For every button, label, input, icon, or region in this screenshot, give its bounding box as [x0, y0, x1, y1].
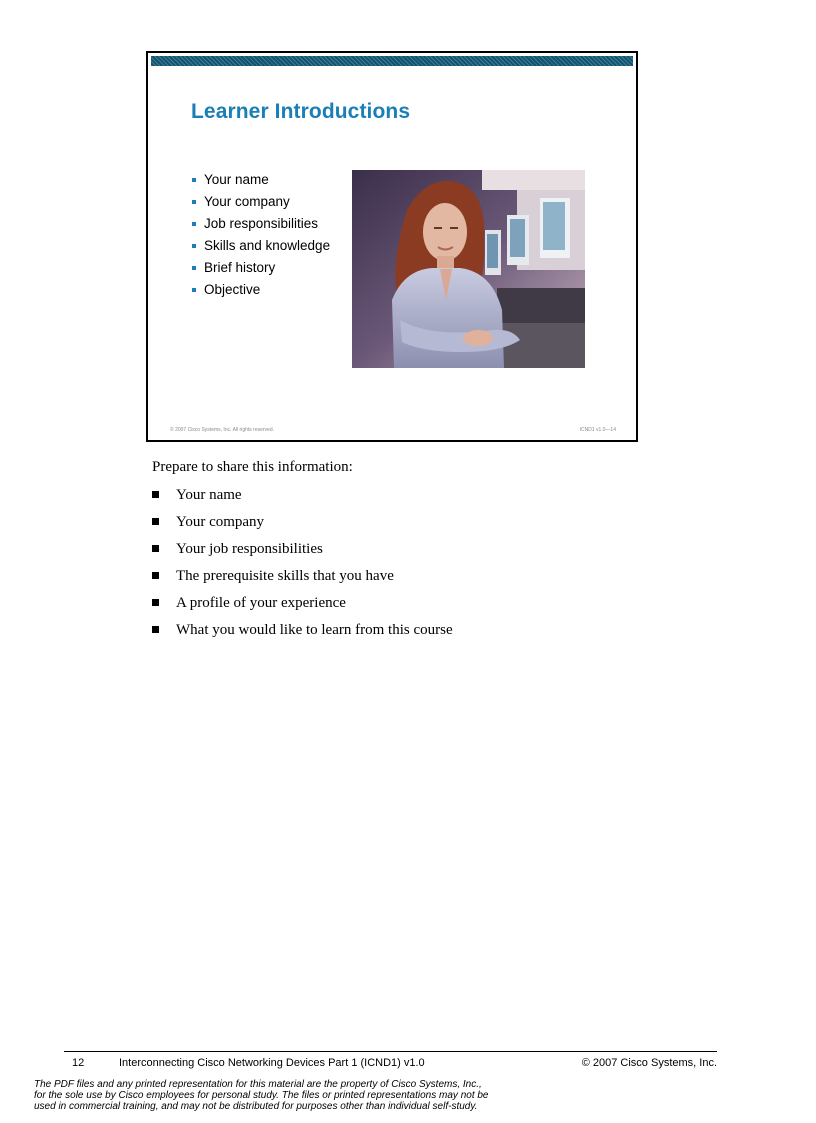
bullet-square-icon: [152, 545, 159, 552]
bullet-square-icon: [192, 266, 196, 270]
learner-photo: [352, 170, 585, 368]
bullet-square-icon: [152, 518, 159, 525]
bullet-square-icon: [152, 572, 159, 579]
bullet-square-icon: [152, 599, 159, 606]
slide-number: ICND1 v1.0—14: [579, 427, 616, 433]
slide-bullet: Objective: [191, 281, 330, 303]
slide: [146, 51, 638, 442]
bullet-square-icon: [192, 200, 196, 204]
footer-copyright: © 2007 Cisco Systems, Inc.: [581, 1057, 717, 1069]
bullet-square-icon: [192, 178, 196, 182]
bullet-square-icon: [192, 244, 196, 248]
body-bullet: Your company: [152, 513, 453, 540]
disclaimer-line: used in commercial training, and may not be distributed for purposes other than individual self-study.: [34, 1101, 478, 1112]
body-bullet: What you would like to learn from this course: [152, 621, 453, 648]
footer-rule: [64, 1051, 717, 1052]
course-title: Interconnecting Cisco Networking Devices Part 1 (ICND1) v1.0: [119, 1057, 425, 1069]
body-bullet-list: [152, 486, 453, 648]
slide-header-bar: [151, 56, 633, 66]
disclaimer-line: The PDF files and any printed representation for this material are the property of Cisco Systems, Inc.,: [34, 1079, 482, 1090]
body-bullet: Your name: [152, 486, 453, 513]
slide-bullet: Skills and knowledge: [191, 237, 330, 259]
slide-title: Learner Introductions: [191, 100, 411, 123]
bullet-square-icon: [152, 491, 159, 498]
page-number: 12: [72, 1057, 85, 1069]
disclaimer: [34, 1079, 594, 1112]
slide-bullet: Your company: [191, 193, 330, 215]
body-bullet: Your job responsibilities: [152, 540, 453, 567]
bullet-square-icon: [192, 288, 196, 292]
slide-bullet: Brief history: [191, 259, 330, 281]
body-bullet: The prerequisite skills that you have: [152, 567, 453, 594]
bullet-square-icon: [152, 626, 159, 633]
body-bullet: A profile of your experience: [152, 594, 453, 621]
bullet-square-icon: [192, 222, 196, 226]
slide-bullet: Job responsibilities: [191, 215, 330, 237]
disclaimer-line: for the sole use by Cisco employees for personal study. The files or printed representations may not be: [34, 1090, 489, 1101]
intro-text: Prepare to share this information:: [152, 459, 353, 475]
slide-bullet: Your name: [191, 171, 330, 193]
slide-bullet-list: [191, 171, 330, 303]
slide-copyright: © 2007 Cisco Systems, Inc. All rights reserved.: [170, 427, 275, 433]
